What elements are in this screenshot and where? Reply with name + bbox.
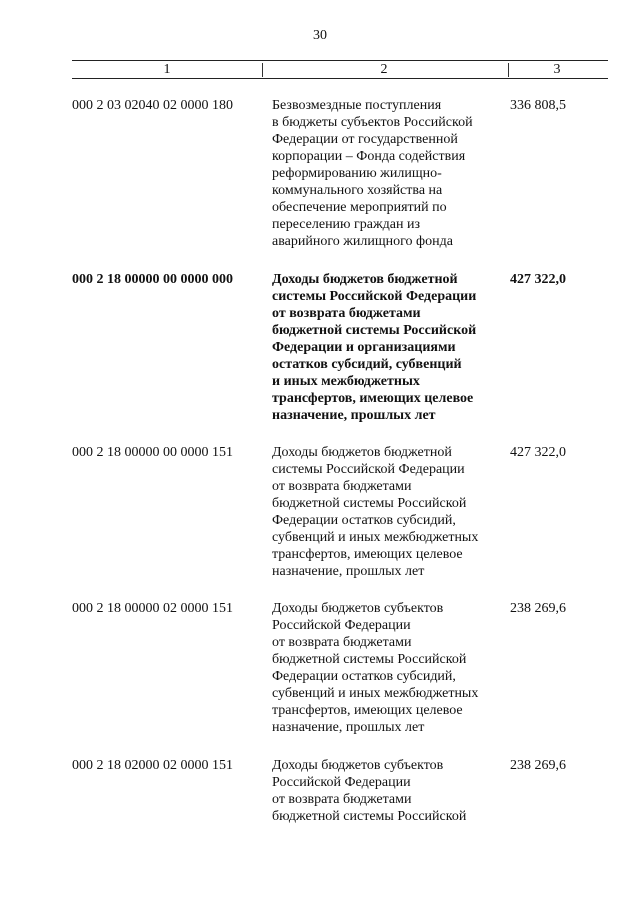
row-amount: 336 808,5 (510, 98, 566, 113)
row-amount: 238 269,6 (510, 601, 566, 616)
header-col-3: 3 (553, 62, 561, 77)
header-col-2: 2 (380, 62, 388, 77)
table-header (72, 60, 608, 79)
row-code: 000 2 03 02040 02 0000 180 (72, 98, 233, 113)
row-amount: 238 269,6 (510, 758, 566, 773)
row-code: 000 2 18 02000 02 0000 151 (72, 758, 233, 773)
header-col-1: 1 (163, 62, 171, 77)
row-amount: 427 322,0 (510, 445, 566, 460)
row-name: Безвозмездные поступления в бюджеты субъектов Российской Федерации от государственной корпорации – Фонда содействия реформированию жилищно- коммунального хозяйства на обеспечение мероприятий по переселению граждан из аварийного жилищного фонда (272, 98, 473, 249)
row-name: Доходы бюджетов бюджетной системы Российской Федерации от возврата бюджетами бюджетной системы Российской Федерации и организациями остатков субсидий, субвенций и иных межбюджетных трансфертов, имеющих целевое назначение, прошлых лет (272, 272, 477, 423)
row-name: Доходы бюджетов бюджетной системы Российской Федерации от возврата бюджетами бюджетной системы Российской Федерации остатков субсидий, субвенций и иных межбюджетных трансфертов, имеющих целевое назначение, прошлых лет (272, 445, 479, 579)
row-name: Доходы бюджетов субъектов Российской Федерации от возврата бюджетами бюджетной системы Российской Федерации остатков субсидий, субвенций и иных межбюджетных трансфертов, имеющих целевое назначение, прошлых лет (272, 601, 479, 735)
page-number: 30 (313, 28, 327, 43)
row-code: 000 2 18 00000 00 0000 151 (72, 445, 233, 460)
row-name: Доходы бюджетов субъектов Российской Федерации от возврата бюджетами бюджетной системы Российской (272, 758, 467, 824)
row-code: 000 2 18 00000 00 0000 000 (72, 272, 233, 287)
row-amount: 427 322,0 (510, 272, 566, 287)
row-code: 000 2 18 00000 02 0000 151 (72, 601, 233, 616)
